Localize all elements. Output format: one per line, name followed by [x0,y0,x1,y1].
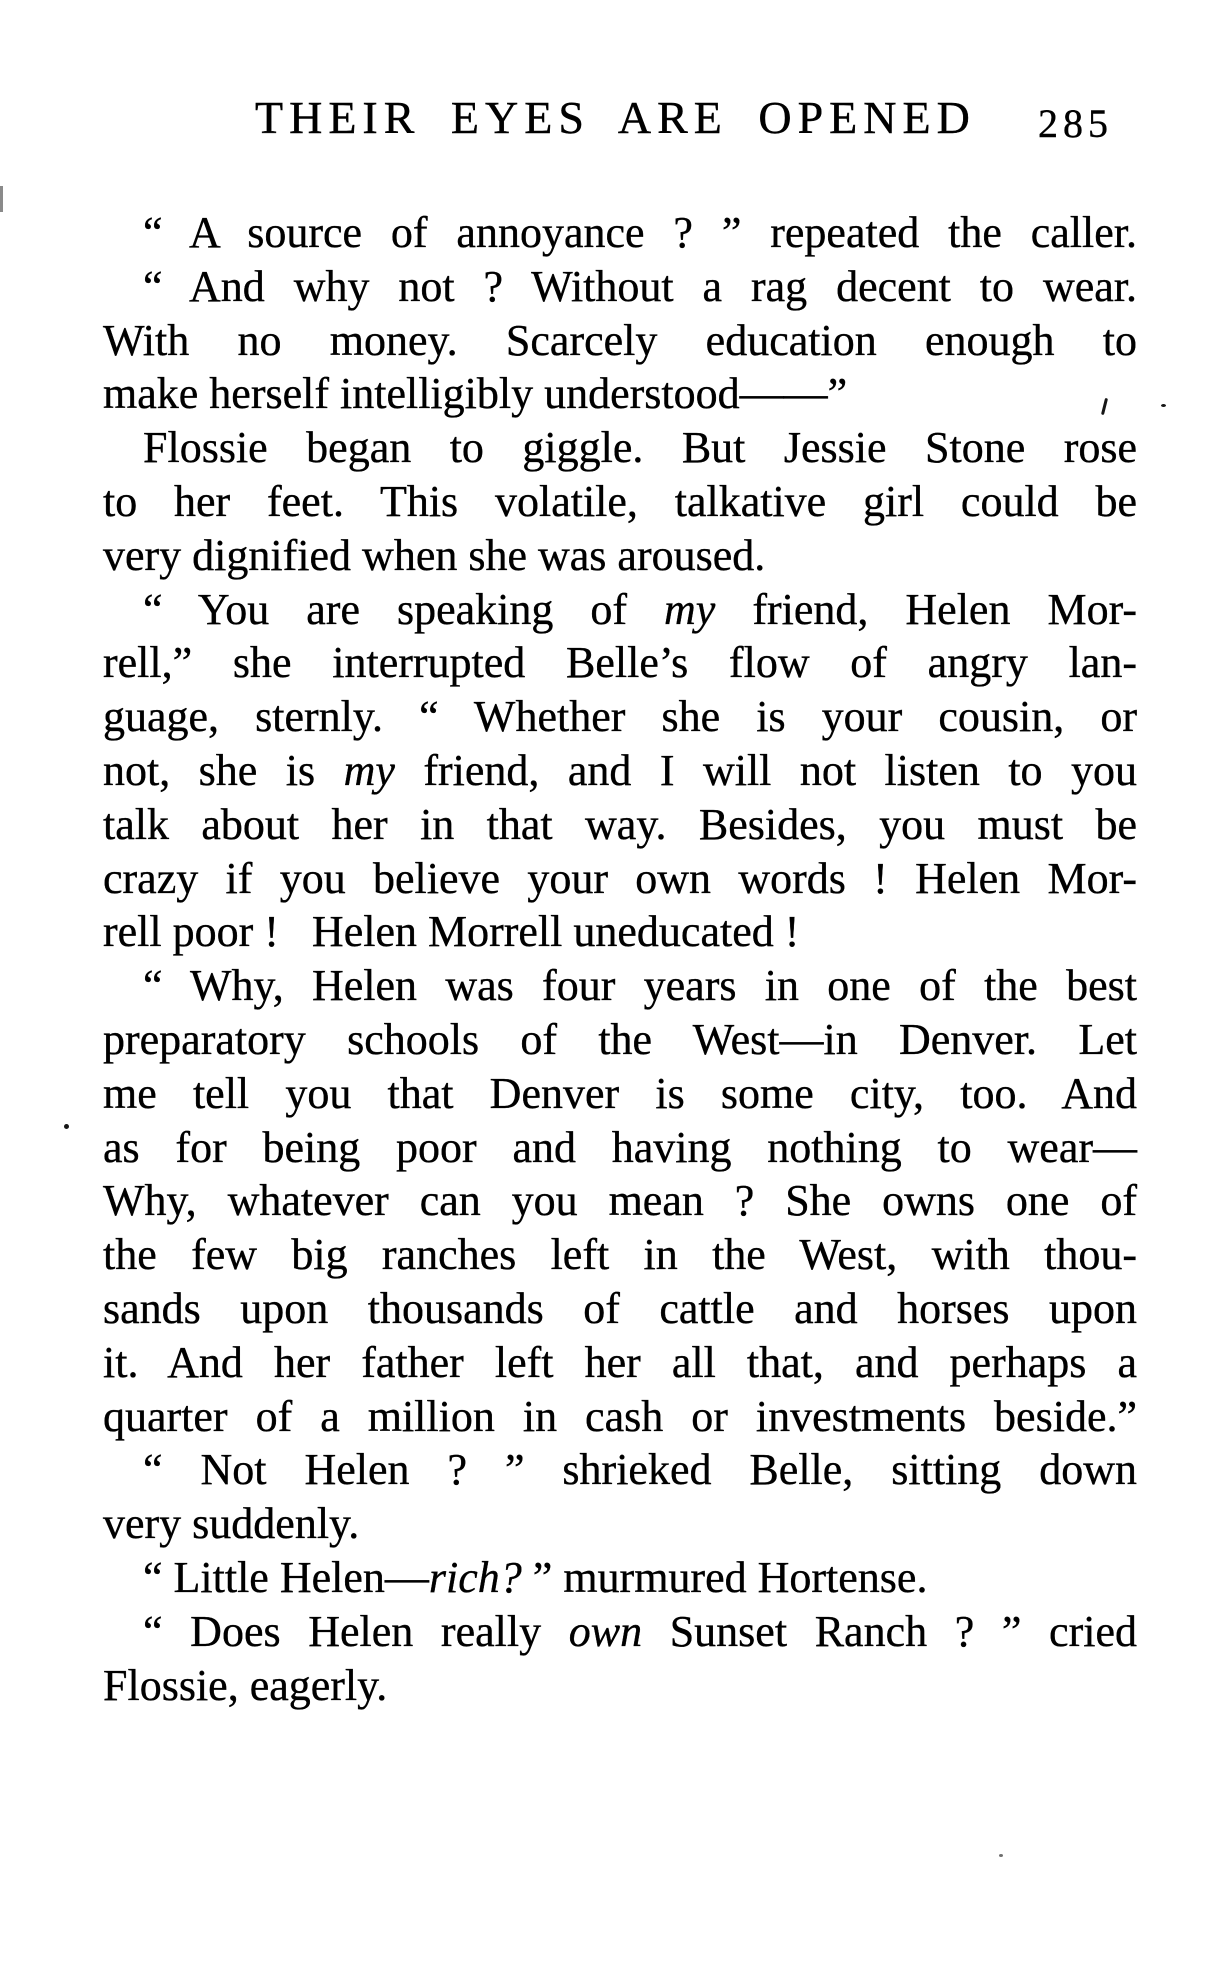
text-block [103,206,1137,1712]
text-line [103,1551,1137,1605]
text-line [103,1390,1137,1444]
text-segment: quarter of a million in cash or investments beside.” [103,1391,1137,1441]
text-segment: “ Little Helen— [143,1552,429,1602]
text-segment: Flossie, eagerly. [103,1660,388,1710]
text-line [103,1443,1137,1497]
text-line [103,959,1137,1013]
scan-speck-dot [999,1854,1003,1857]
text-segment: rell,” she interrupted Belle’s flow of angry lan- [103,638,1137,688]
text-segment: as for being poor and having nothing to wear— [103,1122,1137,1172]
text-segment: sands upon thousands of cattle and horses upon [103,1283,1137,1333]
italic-text: own [568,1606,643,1656]
text-segment: not, she is [103,745,344,795]
text-line [103,206,1137,260]
text-segment: “ A source of annoyance ? ” repeated the caller. [143,208,1137,257]
text-segment: Sunset Ranch ? ” cried [642,1606,1137,1656]
text-line [103,583,1137,637]
text-line [103,1497,1137,1551]
text-line [103,314,1137,368]
running-head-title: THEIR EYES ARE OPENED [255,92,976,143]
text-line [103,636,1137,690]
text-line [103,1228,1137,1282]
text-segment: make herself intelligibly understood——” [103,369,848,419]
text-line [103,1336,1137,1390]
text-segment: “ Not Helen ? ” shrieked Belle, sitting down [143,1445,1137,1495]
text-segment: guage, sternly. “ Whether she is your cousin, or [103,692,1137,742]
text-segment: “ You are speaking of [143,584,665,634]
text-line [103,744,1137,798]
italic-text: my [664,584,716,634]
text-segment: Flossie began to giggle. But Jessie Stone rose [143,423,1137,473]
italic-text: my [343,745,395,795]
text-segment: crazy if you believe your own words ! Helen Mor- [103,853,1137,903]
text-line [103,421,1137,475]
text-segment: rell poor ! Helen Morrell uneducated ! [103,907,800,957]
page-number: 285 [1038,101,1113,146]
text-segment: it. And her father left her all that, and perhaps a [103,1337,1137,1387]
text-line [103,475,1137,529]
text-line [103,1121,1137,1175]
scan-speck-edge [0,186,3,212]
text-segment: the few big ranches left in the West, with thou- [103,1230,1137,1280]
text-line [103,1067,1137,1121]
text-line [103,260,1137,314]
text-line [103,905,1137,959]
scan-speck-dot [64,1124,69,1129]
text-line [103,690,1137,744]
italic-text: rich? [428,1552,522,1602]
text-line [103,1174,1137,1228]
text-segment: preparatory schools of the West—in Denver. Let [103,1014,1137,1064]
text-line [103,1013,1137,1067]
text-segment: With no money. Scarcely education enough to [103,315,1137,365]
text-segment: me tell you that Denver is some city, too. And [103,1068,1137,1118]
text-line [103,798,1137,852]
text-line [103,852,1137,906]
text-segment: “ Does Helen really [143,1606,569,1656]
text-segment: very suddenly. [103,1499,360,1549]
text-segment: to her feet. This volatile, talkative girl could be [103,476,1137,526]
text-line [103,1659,1137,1713]
text-line [103,1605,1137,1659]
text-segment: Why, whatever can you mean ? She owns one of [103,1176,1137,1226]
text-segment: very dignified when she was aroused. [103,530,766,580]
text-segment: friend, and I will not listen to you [394,745,1137,795]
text-segment: “ And why not ? Without a rag decent to wear. [143,261,1137,311]
text-segment: “ Why, Helen was four years in one of the best [143,961,1137,1011]
text-segment: talk about her in that way. Besides, you must be [103,799,1137,849]
text-line [103,529,1137,583]
text-segment: friend, Helen Mor- [715,584,1137,634]
text-line [103,367,1137,421]
scan-speck-dot [1161,404,1166,407]
text-line [103,1282,1137,1336]
text-segment: ” murmured Hortense. [521,1552,928,1602]
